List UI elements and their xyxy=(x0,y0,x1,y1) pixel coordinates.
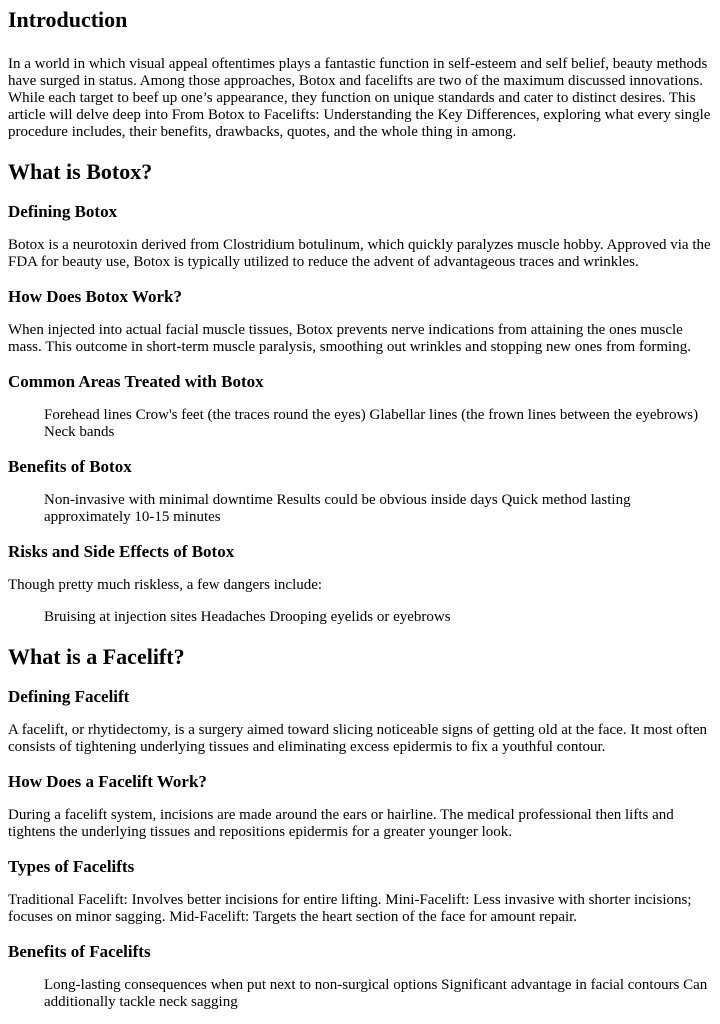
defining-botox-heading: Defining Botox xyxy=(8,202,118,221)
facelift-benefits-heading: Benefits of Facelifts xyxy=(8,942,151,961)
facelift-section-heading: What is a Facelift? xyxy=(8,644,185,669)
intro-paragraph: In a world in which visual appeal oftentimes plays a fantastic function in self-esteem and self belief, beauty methods have surged in status. Among those approaches, Botox and facelifts are two of the maximum discussed innovations. While each target to beef up one’s appearance, they function on unique standards and cater to distinct desires. This article will delve deep into From Botox to Facelifts: Understanding the Key Differences, exploring what every single procedure includes, their benefits, drawbacks, quotes, and the whole thing in among. xyxy=(8,56,711,140)
botox-benefits-list: Non-invasive with minimal downtime Results could be obvious inside days Quick method lasting approximately 10-15 minutes xyxy=(44,492,631,525)
intro-heading: Introduction xyxy=(8,7,128,32)
botox-risks-intro: Though pretty much riskless, a few dangers include: xyxy=(8,577,323,593)
defining-facelift-heading: Defining Facelift xyxy=(8,687,130,706)
facelift-types-heading: Types of Facelifts xyxy=(8,857,135,876)
botox-risks-heading: Risks and Side Effects of Botox xyxy=(8,542,235,561)
botox-areas-list: Forehead lines Crow's feet (the traces round the eyes) Glabellar lines (the frown lines between the eyebrows) Neck bands xyxy=(44,407,699,440)
facelift-types-text: Traditional Facelift: Involves better incisions for entire lifting. Mini-Facelift: Less invasive with shorter incisions; focuses on minor sagging. Mid-Facelift: Targets the heart section of the face for amount repair. xyxy=(8,892,692,925)
defining-facelift-text: A facelift, or rhytidectomy, is a surgery aimed toward slicing noticeable signs of getting old at the face. It most often consists of tightening underlying tissues and eliminating excess epidermis to fix a youthful contour. xyxy=(8,722,707,755)
facelift-benefits-list: Long-lasting consequences when put next to non-surgical options Significant advantage in facial contours Can additionally tackle neck sagging xyxy=(44,977,708,1010)
defining-botox-text: Botox is a neurotoxin derived from Clostridium botulinum, which quickly paralyzes muscle hobby. Approved via the FDA for beauty use, Botox is typically utilized to reduce the advent of advantageous traces and wrinkles. xyxy=(8,237,711,270)
botox-risks-list: Bruising at injection sites Headaches Drooping eyelids or eyebrows xyxy=(44,609,451,625)
how-botox-works-text: When injected into actual facial muscle tissues, Botox prevents nerve indications from attaining the ones muscle mass. This outcome in short-term muscle paralysis, smoothing out wrinkles and stopping new ones from forming. xyxy=(8,322,691,355)
botox-areas-heading: Common Areas Treated with Botox xyxy=(8,372,264,391)
article xyxy=(0,7,720,1011)
how-botox-works-heading: How Does Botox Work? xyxy=(8,287,182,306)
botox-benefits-heading: Benefits of Botox xyxy=(8,457,132,476)
how-facelift-works-text: During a facelift system, incisions are made around the ears or hairline. The medical professional then lifts and tightens the underlying tissues and repositions epidermis for a greater younger look. xyxy=(8,807,674,840)
how-facelift-works-heading: How Does a Facelift Work? xyxy=(8,772,207,791)
botox-section-heading: What is Botox? xyxy=(8,159,153,184)
